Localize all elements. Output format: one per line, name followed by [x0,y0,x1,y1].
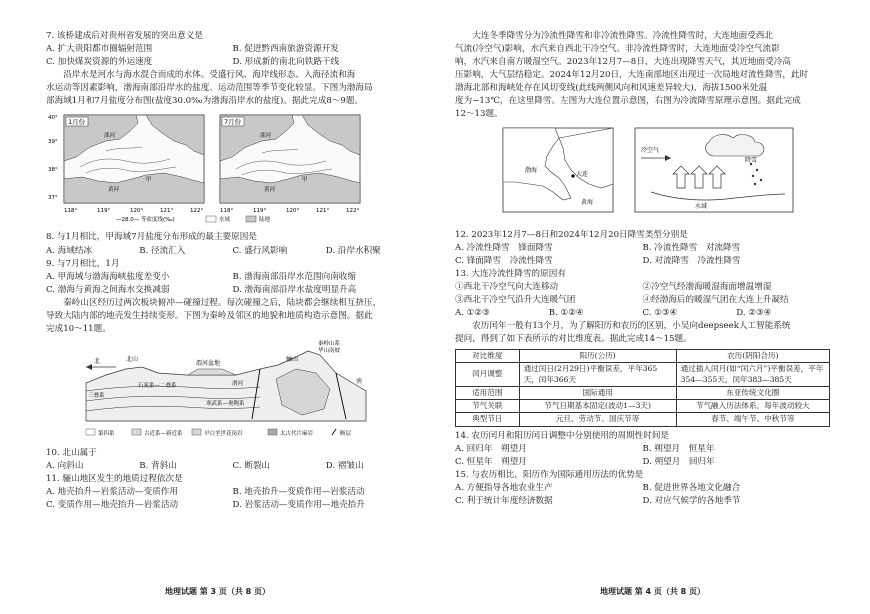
table-cell: 元旦、劳动节、国庆节等 [519,413,676,426]
q11-options-2 [46,499,419,512]
q7-option-c[interactable]: C. 加快煤炭资源的外运速度 [46,57,153,68]
q13-option-d[interactable]: D. ②③④ [736,307,772,318]
q13-statement-3: ③西北干冷空气沿升大连暖气团 [455,294,576,305]
q9-options [46,271,419,284]
q14-option-a[interactable]: A. 回归年 朔望月 [455,443,527,454]
right-page [435,0,870,614]
q12-option-a[interactable]: A. 冷流性降雪 锋面降雪 [455,242,553,253]
lon-label-10: 122° [346,208,360,215]
q13-statements [455,281,830,294]
geology-figure [46,339,419,444]
q11-options [46,486,419,499]
lon-label-6: 118° [220,208,234,215]
q15-option-a[interactable]: A. 方便指导各地农业生产 [455,482,553,493]
q8-stem: 8. 与1月相比，甲海域7月盐度分布形成的最主要原因是 [46,232,257,243]
intro12-line-3: 响，水汽来自南方暖湿空气。2023年12月7—8日，大连出现降雪天气，其近地面受冷高 [455,57,791,68]
dalian-diagrams [455,124,830,220]
map-place-huanghe-2: 黄河 [264,187,276,194]
q12-options [455,242,830,255]
table-header-solar: 阳历(公历) [519,350,676,363]
lat-label-38: 38° [48,167,58,174]
lon-label-1: 118° [64,208,78,215]
q10-options [46,460,419,473]
q10-option-b[interactable]: B. 背斜山 [139,461,177,472]
left-page-footer: 地理试题 第 3 页（共 8 页） [164,586,271,596]
right-page-footer: 地理试题 第 4 页（共 8 页） [599,586,706,596]
map-label-jan: 1月份 [68,118,86,127]
geo-label-weihe-basin: 渭河盆地 [196,359,221,367]
intro12-line-6: 度为−13℃，在这里降雪。左图为大连位置示意图，右图为冷流降雪原理示意图。据此完成 [455,96,801,107]
q13-option-a[interactable]: A. ①②③ [455,307,490,318]
q9-option-c[interactable]: C. 渤海与黄海之间海水交换减弱 [46,284,170,295]
geo-label-huashan: 华山南坡 [318,347,341,354]
geology-section [46,339,406,439]
map-legend-water: 水域 [219,217,231,224]
q13-stem: 13. 大连冷流性降雪的原因有 [455,268,566,279]
map-panel-january [64,115,204,203]
q9-options-2 [46,284,419,297]
map-place-jia-1: 甲 [146,177,152,184]
map-panel-july [220,115,360,203]
dalian-figure [455,124,830,225]
q9-stem: 9. 与7月相比，1月 [46,258,120,269]
q9-option-b[interactable]: B. 渤海南部沿岸水范围向南收缩 [232,271,356,282]
intro10-line-2: 导致大陆内部的地壳发生持续变形。下图为秦岭及邻区的地貌和地质构造示意图。据此 [46,310,373,321]
q15-option-b[interactable]: B. 促进世界各地文化融合 [642,482,741,493]
cold-snow-diagram [635,128,793,212]
q13-option-b[interactable]: B. ①②④ [548,307,584,318]
lon-label-7: 119° [253,208,267,215]
table-header-lunar: 农历(阴阳合历) [676,350,829,363]
geo-label-cambrian: 寒武系—奥陶系 [206,400,245,407]
table-cell: 节气关联 [456,400,520,413]
table-cell: 东亚传统文化圈 [676,386,829,399]
q11-option-c[interactable]: C. 变质作用—地壳抬升—岩浆活动 [46,500,179,511]
q8-option-b[interactable]: B. 径流汇入 [139,245,186,256]
table-cell: 适用范围 [456,386,520,399]
q12-option-c[interactable]: C. 锋面降雪 冷流性降雪 [455,255,553,266]
salinity-map-figure [46,111,419,228]
q8-options [46,245,419,258]
q11-option-b[interactable]: B. 地壳抬升—变质作用—岩浆活动 [232,487,365,498]
q15-stem: 15. 与农历相比，阳历作为国际通用历法的优势是 [455,469,644,480]
lat-label-37: 37° [48,195,58,202]
q15-options-2 [455,495,830,508]
q7-options-2 [46,56,419,69]
q9-option-d[interactable]: D. 渤海南部沿岸水盐度明显升高 [232,284,357,295]
lon-label-3: 120° [130,208,144,215]
lon-label-4: 121° [160,208,174,215]
intro12-line-7: 12～13题。 [455,109,503,120]
q13-statement-1: ①西北干冷空气向大连移动 [455,281,559,292]
q8-option-c[interactable]: C. 盛行风影响 [232,245,288,256]
map-place-huanghe-1: 黄河 [108,187,120,194]
q12-option-b[interactable]: B. 冷流性降雪 对流降雪 [642,242,741,253]
q13-option-c[interactable]: C. ①③④ [642,307,678,318]
geo-label-carboniferous: 石炭系—二叠系 [138,382,177,389]
intro10-line-1: 秦岭山区经历过两次板块俯冲—碰撞过程。每次碰撞之后，陆块都会继续相互挤压， [63,297,382,308]
map-place-luanhe-1: 滦河 [104,133,116,140]
intro12-line-1: 大连冬季降雪分为冷流性降雪和非冷流性降雪。冷流性降雪时，大连地面受西北 [472,31,773,41]
intro12-line-4: 压影响，大气层结稳定。2024年12月20日，大连南部地区出现过一次局地对流性降雪，此时 [455,70,809,81]
q15-option-c[interactable]: C. 利于统计年度经济数据 [455,495,553,506]
q14-options-2 [455,456,830,469]
lon-label-8: 120° [286,208,300,215]
geo-legend-1: 第四系 [98,430,115,437]
geo-label-lishan: 骊山 [286,355,299,363]
q7-option-b[interactable]: B. 促进黔西南旅游资源开发 [232,44,339,55]
q15-options [455,482,830,495]
q13-statement-2: ②冷空气经渤海暖湿海面增温增湿 [642,281,772,292]
q7-option-a[interactable]: A. 扩大贵阳都市圈辐射范围 [46,44,153,55]
geo-label-weihe: 渭河 [232,380,244,387]
table-cell: 节气日期基本固定(波动1—3天) [519,400,676,413]
q14-option-d[interactable]: D. 朔望月 回归年 [642,456,715,467]
map-legend-isoline: —28.0— 等盐度线(‰) [116,217,175,224]
q7-option-d[interactable]: D. 形成新的南北向铁路干线 [232,57,340,68]
map-place-jia-2: 甲 [302,177,308,184]
q14-option-b[interactable]: B. 朔望月 恒星年 [642,443,715,454]
intro8-line-2: 水运动等因素影响，渤海南部沿岸水的盐度、运动范围等季节变化较显。下图为渤海局 [46,83,373,94]
diagram-label-snow: 降雪 [745,157,758,165]
table-cell: 春节、端午节、中秋节等 [676,413,829,426]
dalian-location-map [503,128,613,212]
q12-stem: 12. 2023年12月7—8日和2024年12月20日降雪类型分别是 [455,229,688,240]
map-label-dalian: 大连 [576,171,589,179]
table-header-row [456,350,830,363]
q14-options [455,443,830,456]
geo-label-north: 北 [94,357,101,365]
q14-option-c[interactable]: C. 恒星年 朔望月 [455,456,527,467]
geo-legend-5: 断层 [340,430,352,437]
intro12-line-2: 气流(冷空气)影响，水汽来自西北干冷空气。非冷流性降雪时，大连地面受冷空气流影 [455,44,780,55]
q8-option-d[interactable]: D. 沿岸水积聚 [325,245,381,256]
geo-label-triassic: 三叠系 [88,392,105,399]
q13-options [455,307,830,320]
q14-stem: 14. 农历闰月和阳历闰日调整中分别使用的周期性时间是 [455,430,670,441]
q15-option-d[interactable]: D. 对应气候学的各地季节 [642,495,741,506]
table-cell: 通过闰日(2月29日)平衡误差，平年365天，闰年366天 [519,363,676,387]
table-cell: 典型节日 [456,413,520,426]
table-row [456,400,830,413]
intro14-line-2: 提问，得到了如下表所示的对比维度表。据此完成14～15题。 [455,334,692,344]
lon-label-9: 121° [316,208,330,215]
table-row [456,413,830,426]
table-header-dimension: 对比维度 [456,350,520,363]
map-label-huanghai: 黄海 [581,199,594,207]
intro12-line-5: 渤海北部和海峡处存在风切变线(此线两侧风向和风速差异较大)，海拔1500米处温 [455,83,768,94]
q10-option-c[interactable]: C. 断裂山 [232,461,271,472]
q13-statement-4: ④经渤海后的暖湿气团在大连上升凝结 [642,294,789,305]
intro14-line-1: 农历闰年一般有13个月，为了解阳历和农历的区别，小吴向deepseek人工智能系统 [472,320,791,331]
q12-options-2 [455,255,830,268]
map-label-jul: 7月份 [224,118,242,127]
table-row [456,363,830,387]
q7-stem: 7. 该桥建成后对贵州省发展的突出意义是 [46,31,204,41]
geo-legend-3: 早白垩世花岗岩 [204,430,243,437]
map-place-luanhe-2: 滦河 [260,133,272,140]
diagram-label-water: 水域 [695,203,708,211]
geo-label-south: 南 [356,377,363,385]
q10-stem: 10. 北山属于 [46,448,97,458]
geo-legend-4: 太古代片麻岩 [280,430,314,437]
geo-label-beishan: 北山 [126,355,139,363]
table-cell: 国际通用 [519,386,676,399]
intro10-line-3: 完成10～11题。 [46,323,111,334]
q10-option-d[interactable]: D. 褶皱山 [325,461,364,472]
table-cell: 通过插入闰月(如“闰六月”)平衡误差，平年354—355天，闰年383—385天 [676,363,829,387]
diagram-label-cold-air: 冷空气 [641,147,660,155]
table-cell: 闰月调整 [456,363,520,387]
table-row [456,386,830,399]
q11-option-d[interactable]: D. 岩浆活动—变质作用—地壳抬升 [232,500,365,511]
geo-label-qinling: 秦岭山系 [318,340,341,347]
q11-stem: 11. 骊山地区发生的地质过程依次是 [46,474,183,485]
salinity-maps [46,111,366,223]
q11-option-a[interactable]: A. 地壳抬升—岩浆活动—变质作用 [46,487,178,498]
lat-label-39: 39° [48,139,58,146]
map-label-bohai: 渤海 [525,167,538,175]
geo-legend-2: 古近系—新近系 [144,430,183,437]
q10-option-a[interactable]: A. 向斜山 [46,461,84,472]
intro8-line-1: 沿岸水是河水与海水混合而成的水体。受盛行风、海岸线形态、入海径流和海 [63,70,356,81]
q7-options [46,43,419,56]
intro8-line-3: 部海域1月和7月盐度分布图(盐度30.0‰为渤海沿岸水的盐度)。据此完成8～9题。 [46,96,364,107]
table-cell: 节气融入历法体系，每年波动较大 [676,400,829,413]
lat-label-40: 40° [48,115,58,122]
q9-option-a[interactable]: A. 甲海域与渤海海峡盐度差变小 [46,271,170,282]
calendar-comparison-table [455,349,830,427]
q8-option-a[interactable]: A. 海域结冰 [46,245,93,256]
map-legend-land: 陆地 [259,217,271,224]
lon-label-2: 119° [97,208,111,215]
q13-statements-2 [455,294,830,307]
q12-option-d[interactable]: D. 对流降雪 冷流性降雪 [642,255,741,266]
lon-label-5: 122° [190,208,204,215]
